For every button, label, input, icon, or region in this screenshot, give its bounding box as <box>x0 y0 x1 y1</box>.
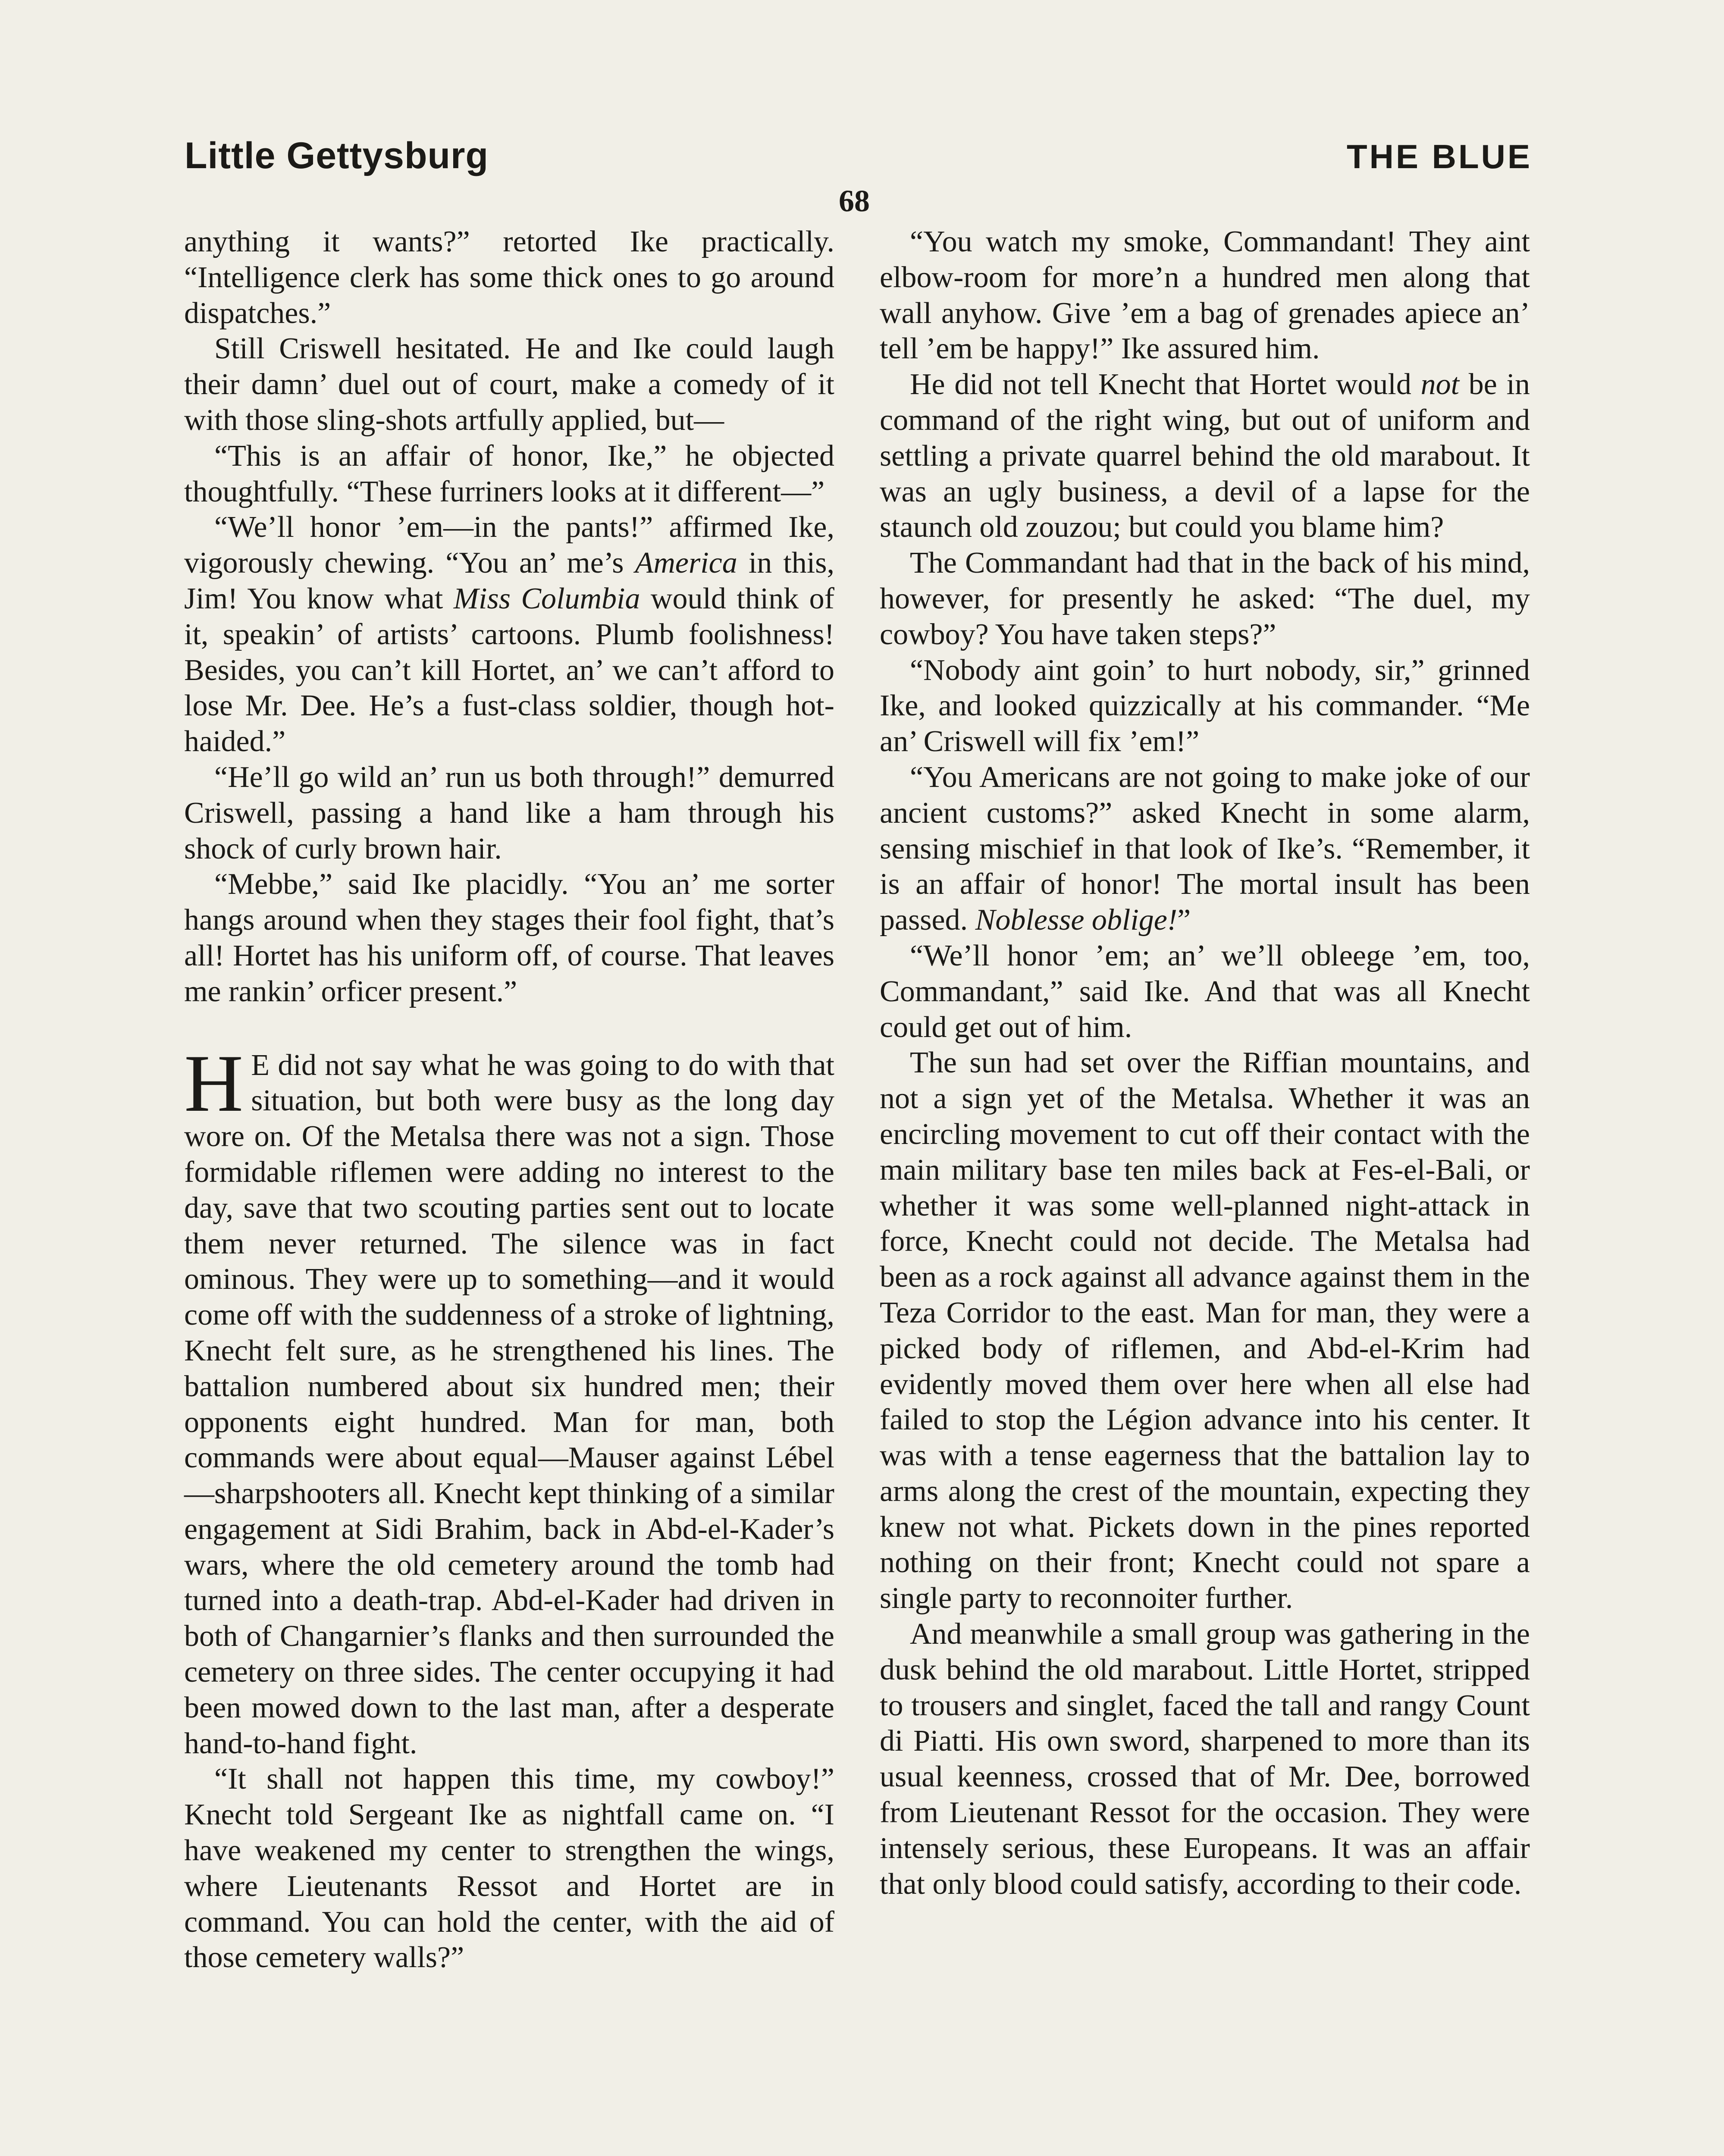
magazine-title: THE BLUE <box>1347 138 1532 175</box>
italic-text: America <box>635 546 737 580</box>
section-start-paragraph: HE did not say what he was going to do with that situation, but both were busy as the long day wore on. Of the Metalsa there was not a sign. Those formidable riflemen were adding no interest to the day, save that two scouting parties sent out to locate them never returned. The silence was in fact ominous. They were up to something—and it would come off with the suddenness of a stroke of lightning, Knecht felt sure, as he strengthened his lines. The battalion numbered about six hundred men; their opponents eight hundred. Man for man, both commands were about equal—Mauser against Lébel—sharpshooters all. Knecht kept thinking of a similar engagement at Sidi Brahim, back in Abd-el-Kader’s wars, where the old cemetery around the tomb had turned into a death-trap. Abd-el-Kader had driven in both of Changarnier’s flanks and then surrounded the cemetery on three sides. The center occupying it had been mowed down to the last man, after a desperate hand-to-hand fight. <box>184 1038 834 1760</box>
paragraph: Still Criswell hesitated. He and Ike could laugh their damn’ duel out of court, make a comedy of it with those sling-shots artfully applied, but— <box>184 332 834 437</box>
paragraph: He did not tell Knecht that Hortet would not be in command of the right wing, but out of uniform and settling a private quarrel behind the old marabout. It was an ugly business, a devil of a lapse for the staunch old zouzou; but could you blame him? <box>880 368 1530 544</box>
paragraph: The Commandant had that in the back of his mind, however, for presently he asked: “The duel, my cowboy? You have taken steps?” <box>880 546 1530 651</box>
italic-text: Miss Columbia <box>453 582 640 615</box>
paragraph: anything it wants?” retorted Ike practically. “Intelligence clerk has some thick ones to go around dispatches.” <box>184 225 834 330</box>
page-number: 68 <box>839 184 870 218</box>
paragraph: The sun had set over the Riffian mountains, and not a sign yet of the Metalsa. Whether it was an encircling movement to cut off their contact with the main military base ten miles back at Fes-el-Bali, or whether it was some well-planned night-attack in force, Knecht could not decide. The Metalsa had been as a rock against all advance against them in the Teza Corridor to the east. Man for man, they were a picked body of riflemen, and Abd-el-Krim had evidently moved them over here when all else had failed to stop the Légion advance into his center. It was with a tense eagerness that the battalion lay to arms along the crest of the mountain, expecting they knew not what. Pickets down in the pines reported nothing on their front; Knecht could not spare a single party to reconnoiter further. <box>880 1046 1530 1615</box>
paragraph: “We’ll honor ’em; an’ we’ll obleege ’em, too, Commandant,” said Ike. And that was all Knecht could get out of him. <box>880 939 1530 1044</box>
paragraph: And meanwhile a small group was gathering in the dusk behind the old marabout. Little Hortet, stripped to trousers and singlet, faced the tall and rangy Count di Piatti. His own sword, sharpened to more than its usual keenness, crossed that of Mr. Dee, borrowed from Lieutenant Ressot for the occasion. They were intensely serious, these Europeans. It was an affair that only blood could satisfy, according to their code. <box>880 1617 1530 1901</box>
paragraph: “It shall not happen this time, my cowboy!” Knecht told Sergeant Ike as nightfall came on. “I have weakened my center to strengthen the wings, where Lieutenants Ressot and Hortet are in command. You can hold the center, with the aid of those cemetery walls?” <box>184 1762 834 1974</box>
paragraph: “You watch my smoke, Commandant! They aint elbow-room for more’n a hundred men along that wall anyhow. Give ’em a bag of grenades apiece an’ tell ’em be happy!” Ike assured him. <box>880 225 1530 366</box>
left-column <box>184 224 834 1976</box>
paragraph: “You Americans are not going to make joke of our ancient customs?” asked Knecht in some alarm, sensing mischief in that look of Ike’s. “Remember, it is an affair of honor! The mortal insult has been passed. Noblesse oblige!” <box>880 760 1530 937</box>
italic-text: Noblesse oblige! <box>975 903 1178 937</box>
italic-text: not <box>1420 368 1460 401</box>
paragraph: “Nobody aint goin’ to hurt nobody, sir,” grinned Ike, and looked quizzically at his commander. “Me an’ Criswell will fix ’em!” <box>880 653 1530 758</box>
running-title: Little Gettysburg <box>185 135 489 176</box>
paragraph: “Mebbe,” said Ike placidly. “You an’ me sorter hangs around when they stages their fool fight, that’s all! Hortet has his uniform off, of course. That leaves me rankin’ orficer present.” <box>184 868 834 1008</box>
paragraph: “This is an affair of honor, Ike,” he objected thoughtfully. “These furriners looks at it different—” <box>184 439 834 508</box>
paragraph: “We’ll honor ’em—in the pants!” affirmed Ike, vigorously chewing. “You an’ me’s America in this, Jim! You know what Miss Columbia would think of it, speakin’ of artists’ cartoons. Plumb foolishness! Besides, you can’t kill Hortet, an’ we can’t afford to lose Mr. Dee. He’s a fust-class soldier, though hot-haided.” <box>184 511 834 758</box>
paragraph: “He’ll go wild an’ run us both through!” demurred Criswell, passing a hand like a ham through his shock of curly brown hair. <box>184 760 834 865</box>
right-column <box>880 224 1530 1902</box>
